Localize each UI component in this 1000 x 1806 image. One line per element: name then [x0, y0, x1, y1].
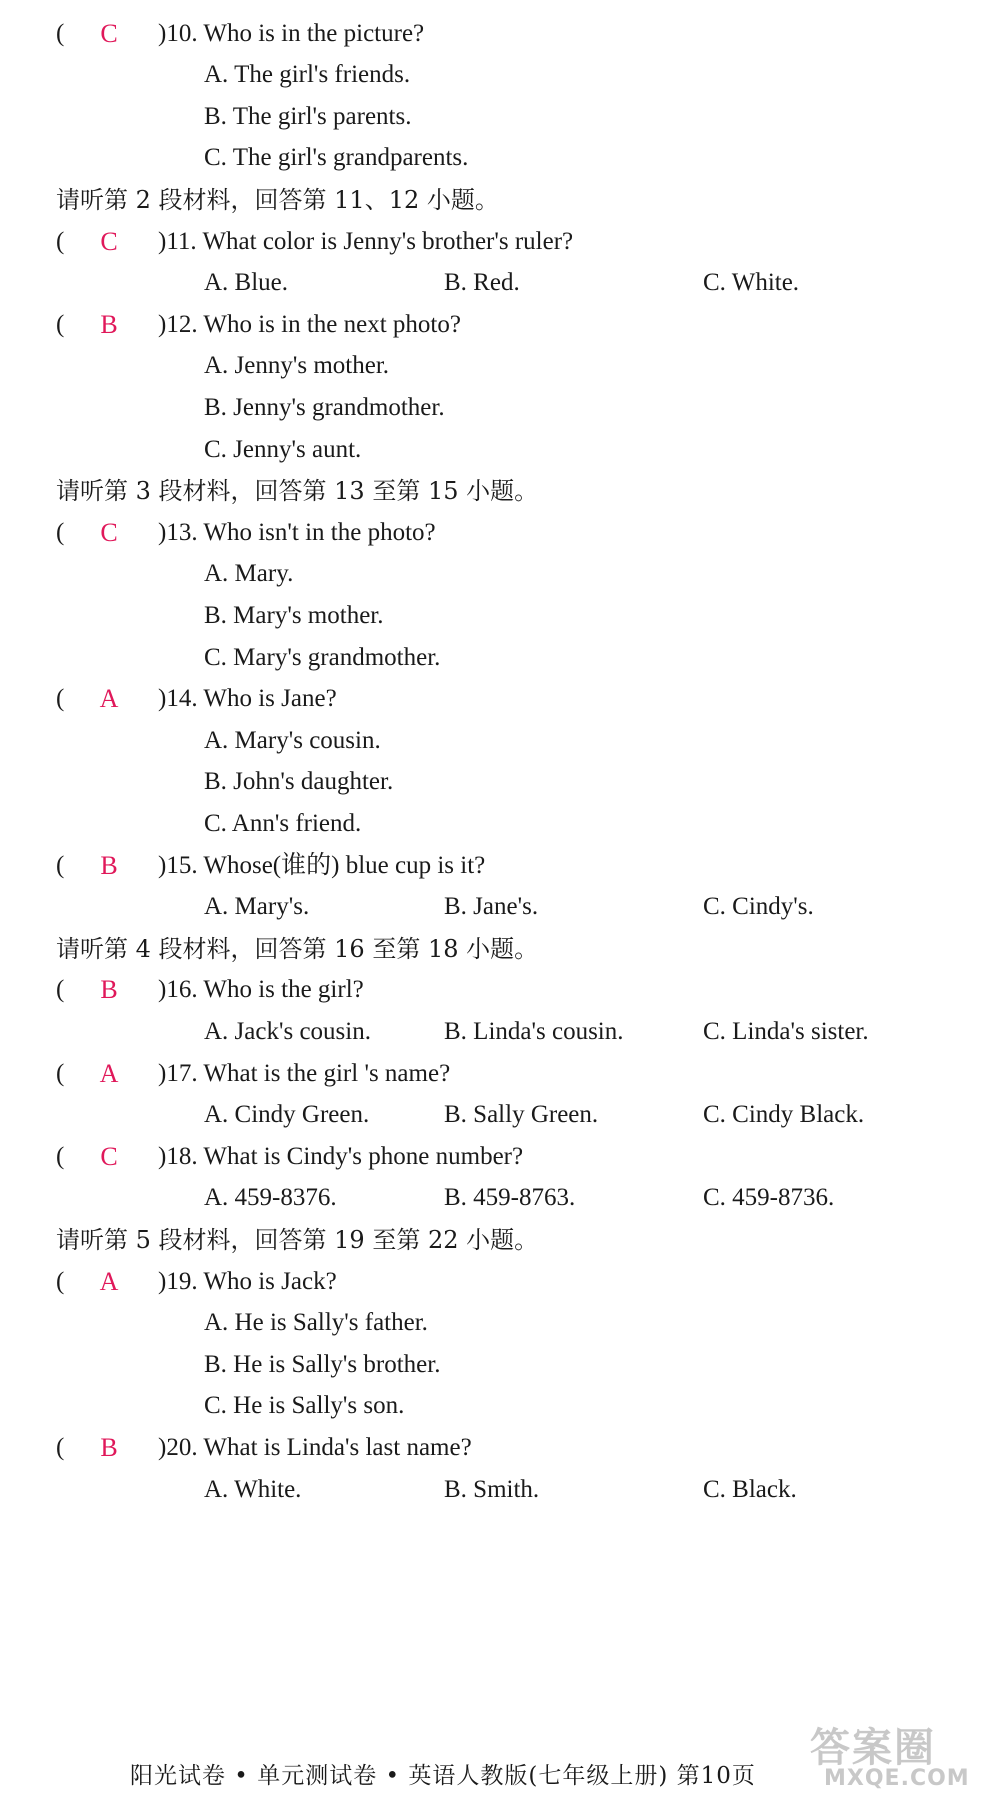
answer-mark: A [99, 1267, 119, 1296]
question-16 [0, 970, 1000, 1010]
answer-bracket-open: ( [56, 685, 65, 712]
options-row [0, 887, 1000, 927]
option-a: A. Jack's cousin. [204, 1018, 371, 1045]
question-14 [0, 679, 1000, 719]
answer-bracket-open: ( [56, 1268, 65, 1295]
question-15 [0, 846, 1000, 886]
option-a [0, 55, 1000, 95]
answer-mark: B [100, 1433, 118, 1462]
answer-bracket-open: ( [56, 1143, 65, 1170]
option-a: A. Mary's. [204, 893, 310, 920]
option-text: A. Mary's cousin. [204, 727, 381, 754]
option-b [0, 762, 1000, 802]
question-12 [0, 305, 1000, 345]
option-a [0, 1303, 1000, 1343]
question-17 [0, 1054, 1000, 1094]
section-heading-4 [0, 929, 1000, 969]
answer-mark: C [100, 1142, 118, 1171]
answer-bracket-open: ( [56, 852, 65, 879]
section-heading-3 [0, 471, 1000, 511]
option-c [0, 638, 1000, 678]
option-text: C. The girl's grandparents. [204, 144, 469, 171]
answer-mark: C [100, 19, 118, 48]
option-text: B. Mary's mother. [204, 602, 384, 629]
option-b [0, 596, 1000, 636]
answer-bracket-open: ( [56, 1060, 65, 1087]
answer-bracket-open: ( [56, 228, 65, 255]
answer-bracket-open: ( [56, 20, 65, 47]
option-text: C. Mary's grandmother. [204, 644, 441, 671]
answer-mark: B [100, 851, 118, 880]
question-18 [0, 1137, 1000, 1177]
answer-mark: B [100, 975, 118, 1004]
answer-bracket-open: ( [56, 1434, 65, 1461]
option-c [0, 1386, 1000, 1426]
question-text: )18. What is Cindy's phone number? [158, 1143, 524, 1170]
options-row [0, 1095, 1000, 1135]
options-row [0, 1012, 1000, 1052]
answer-bracket-open: ( [56, 976, 65, 1003]
answer-mark: A [99, 1059, 119, 1088]
section-text: 请听第 2 段材料，回答第 11、12 小题。 [56, 186, 499, 214]
option-c [0, 138, 1000, 178]
section-heading-5 [0, 1220, 1000, 1260]
option-c: C. Cindy's. [703, 893, 814, 920]
option-text: B. He is Sally's brother. [204, 1351, 441, 1378]
section-heading-2 [0, 180, 1000, 220]
option-b: B. Linda's cousin. [444, 1018, 624, 1045]
question-text: )10. Who is in the picture? [158, 20, 425, 47]
option-text: A. Mary. [204, 560, 294, 587]
section-text: 请听第 4 段材料，回答第 16 至第 18 小题。 [56, 935, 539, 963]
option-c: C. Cindy Black. [703, 1101, 865, 1128]
option-b: B. Jane's. [444, 893, 539, 920]
watermark [810, 1712, 996, 1798]
options-row [0, 1470, 1000, 1510]
option-text: B. John's daughter. [204, 768, 394, 795]
question-11 [0, 222, 1000, 262]
option-c [0, 804, 1000, 844]
question-text: )11. What color is Jenny's brother's ruler? [158, 228, 574, 255]
option-a [0, 721, 1000, 761]
option-c: C. Black. [703, 1476, 797, 1503]
option-text: C. Jenny's aunt. [204, 436, 362, 463]
option-c: C. White. [703, 269, 800, 296]
answer-bracket-open: ( [56, 519, 65, 546]
question-text: )17. What is the girl 's name? [158, 1060, 451, 1087]
answer-mark: C [100, 518, 118, 547]
option-a: A. Cindy Green. [204, 1101, 370, 1128]
option-c [0, 430, 1000, 470]
option-b: B. Red. [444, 269, 520, 296]
option-text: B. Jenny's grandmother. [204, 394, 445, 421]
question-text: )20. What is Linda's last name? [158, 1434, 472, 1461]
question-text: )14. Who is Jane? [158, 685, 337, 712]
option-text: A. The girl's friends. [204, 61, 411, 88]
option-b [0, 388, 1000, 428]
section-text: 请听第 5 段材料，回答第 19 至第 22 小题。 [56, 1226, 539, 1254]
section-text: 请听第 3 段材料，回答第 13 至第 15 小题。 [56, 477, 539, 505]
option-c: C. Linda's sister. [703, 1018, 869, 1045]
option-a: A. White. [204, 1476, 302, 1503]
question-13 [0, 513, 1000, 553]
question-text: )15. Whose(谁的) blue cup is it? [158, 852, 486, 879]
option-c: C. 459-8736. [703, 1184, 835, 1211]
option-text: C. Ann's friend. [204, 810, 362, 837]
option-b: B. Smith. [444, 1476, 540, 1503]
answer-bracket-open: ( [56, 311, 65, 338]
question-text: )13. Who isn't in the photo? [158, 519, 436, 546]
option-text: B. The girl's parents. [204, 103, 412, 130]
answer-mark: B [100, 310, 118, 339]
watermark-url: MXQE.COM [824, 1766, 970, 1791]
option-b [0, 97, 1000, 137]
option-a [0, 346, 1000, 386]
options-row [0, 1178, 1000, 1218]
question-text: )12. Who is in the next photo? [158, 311, 461, 338]
option-b: B. 459-8763. [444, 1184, 576, 1211]
watermark-title: 答案圈 [810, 1725, 936, 1771]
option-a: A. 459-8376. [204, 1184, 337, 1211]
options-row [0, 263, 1000, 303]
page-footer: 阳光试卷 • 单元测试卷 • 英语人教版(七年级上册) 第10页 [130, 1763, 756, 1789]
option-text: A. He is Sally's father. [204, 1309, 428, 1336]
option-b: B. Sally Green. [444, 1101, 599, 1128]
answer-mark: A [99, 684, 119, 713]
option-text: C. He is Sally's son. [204, 1392, 405, 1419]
question-10 [0, 14, 1000, 54]
question-20 [0, 1428, 1000, 1468]
answer-mark: C [100, 227, 118, 256]
option-a [0, 554, 1000, 594]
option-b [0, 1345, 1000, 1385]
option-text: A. Jenny's mother. [204, 352, 390, 379]
question-19 [0, 1262, 1000, 1302]
question-text: )16. Who is the girl? [158, 976, 364, 1003]
question-text: )19. Who is Jack? [158, 1268, 337, 1295]
option-a: A. Blue. [204, 269, 289, 296]
